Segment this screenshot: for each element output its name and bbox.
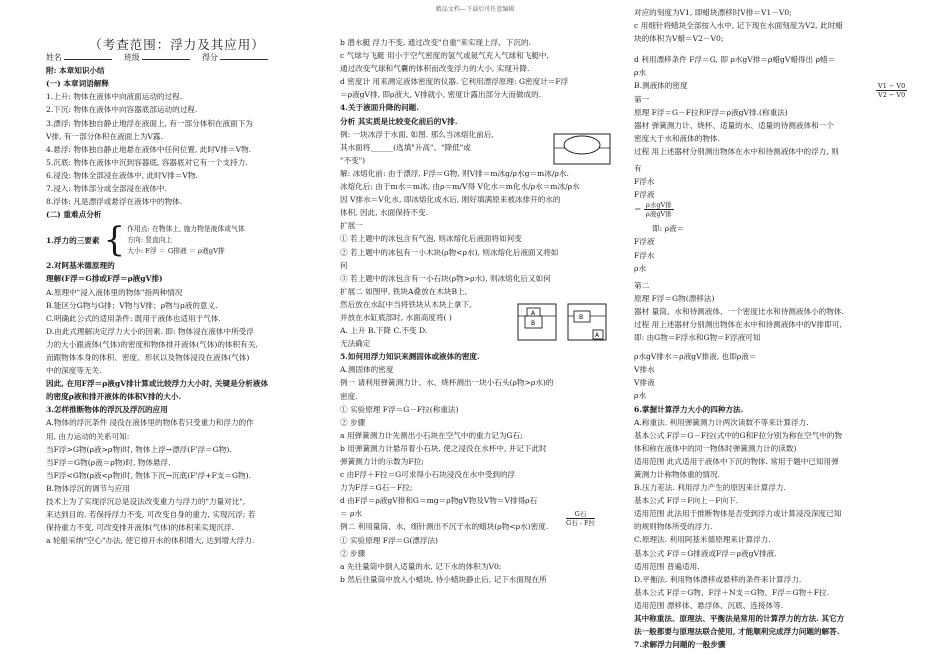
c1-line: 的密度ρ液和排开液体的体积V排的大小. [46,392,182,402]
c2-line: a 先往量筒中倒入适量的水, 记下水的体积为V0; [340,561,502,571]
buoyancy-three-elements [46,220,308,261]
c2-line: 扩展一 [340,221,363,231]
tank-figure-1 [516,302,558,342]
c3-line: 过程 用上述器材分别测出物体在水中和待测液体中的V排即可, [634,319,842,329]
c3-line: D.平衡法. 利用物体漂移或悬移的条件来计算浮力. [634,574,802,584]
rho-stone-fraction [566,510,595,527]
c3-line: C.原理法. 利用阿基米德原理来计算浮力. [634,535,771,545]
c3-line: 适用范围 此法用于推断物体是否受到浮力或计算浸没深度已知 [634,509,842,519]
c1-line: 3.漂浮: 物体独自静止地浮在液面上, 有一部分体积在液面下为 [46,118,253,128]
name-fields [46,51,308,64]
c3-line: 过程 用上述器材分别测出物体在水中和待测液体中的浮力, 则 [634,146,839,156]
c2-line: 例一 请利用弹簧测力计、水、烧杯测出一块小石头(ρ物>ρ水)的 [340,378,554,388]
c2-line: 何 [340,260,348,270]
c3-line [634,162,926,175]
c3-line: 基本公式 F浮＝G－F拉(式中的G和F拉分别为称在空气中的物 [634,430,842,440]
fraction-denominator: F浮水 [634,250,655,260]
c2-line: 例二 利用量筒、水、细针测出不沉于水的蜡块(ρ物<ρ水)密度. [340,522,549,532]
c1-line: 当F浮>G物(ρ液>ρ物)时, 物体上浮→漂浮(F'浮＝G物). [46,444,232,454]
c2-line: 因 V排水＝V化水, 即冰熔化成水后, 刚好填满原来被冰排开的水的 [340,195,561,205]
c3-line: 器材 弹簧测力计、烧杯、适量的水、适量的待测液体和一个 [634,120,834,130]
tank-b-label: B [531,320,536,327]
c2-line: 然后放在水缸中当将铁块从木块上拿下, [340,299,472,309]
c1-line: 2.下沉: 物体在液体中向容器底部运动的过程. [46,105,198,115]
c2-line: 其水面将______(选填"升高"、"降低"或 [340,142,471,152]
c2-line: c 由F浮＋F拉＝G可求得小石块浸没在水中受到的浮 [340,470,516,480]
brace-label: 1.浮力的三要素 [46,235,100,245]
c2-line: c 气球与飞艇 用小于空气密度的氢气或氦气充入气球和飞艇中, [340,51,549,61]
c1-line: 4.悬浮: 物体独自静止地悬在液体中任何位置, 此时V排＝V物. [46,144,252,154]
brace-line: 方向: 竖直向上 [127,235,173,244]
c3-line: 法一般都要与原理法联合使用, 才能顺利完成浮力问题的解答. [634,627,840,637]
c3-inline: 即: ρ液＝ [652,224,685,234]
c2-line: 无法确定 [340,339,371,349]
tank2-a-label: A [595,332,600,339]
c2-line: b 用弹簧测力计悬吊着小石块, 使之浸没在水杯中, 并记下此时 [340,443,547,453]
c1-line: D.由此式理解决定浮力大小的因素. 即: 物体浸在液体中所受浮 [46,326,254,336]
fraction-denominator: G石 - F拉 [566,519,596,527]
c3-line: 密度大于水和液体的物体. [634,133,720,143]
c1-line: 力的大小跟液体(气体)的密度和物体排开液体(气体)的体积有关, [46,339,258,349]
c1-line: 当F浮＝G物(ρ液＝ρ物)时, 物体悬浮. [46,457,171,467]
c3-line: 基本公式 F浮＝G排液或F浮＝ρ液gV排液. [634,548,777,558]
c1-line: 2.对阿基米德原理的 [46,261,115,271]
c3-line: 其中称重法、原理法、平衡法是常用的计算浮力的方法. 其它方 [634,614,845,624]
c3-line: A.称重法. 利用弹簧测力计两次读数不等来计算浮力. [634,417,809,427]
c2-line: A. 上升 B.下降 C.不变 D. [340,326,428,336]
brace-items [127,224,245,257]
c3-line: d 利用漂移条件 F浮＝G, 即 ρ水gV排＝ρ蜡gV蜡得出 ρ蜡＝ [634,55,836,65]
c2-line: d 由F浮＝ρ液gV排和G＝mg＝ρ物gV物及V物＝V排得ρ石 [340,496,538,506]
c1-line: B.能区分G物与G排；V物与V排；ρ物与ρ液的意义. [46,300,218,310]
c3-line: 原理 F浮＝G－F拉和F浮＝ρ液gV排.(称重法) [634,107,788,117]
c1-line: 7.浸入: 物体部分或全部浸在液体中. [46,184,167,194]
fraction-tail: ρ水 [634,391,647,401]
ice-block [564,136,600,154]
c2-line: a 用弹簧测力计先测出小石块在空气中的重力记为G石; [340,430,523,440]
c3-line [634,222,926,235]
fraction-denominator: V2 − V0 [878,91,906,99]
c1-line: 而跟物体本身的体积、密度、形状以及物体浸没在液体(气体) [46,352,250,362]
class-label: 班级 [124,53,140,63]
c3-line: 适用范围 普遍适用. [634,561,700,571]
c1-line: 5.沉底: 物体在液体中沉到容器底, 容器底对它有一个支持力. [46,157,248,167]
c2-line: 力为F浮＝G石－F拉; [340,483,413,493]
c2-line: 弹簧测力计的示数为F拉; [340,457,424,466]
c3-line: 第一 [634,94,650,104]
name-label: 姓名 [46,53,62,63]
c3-line: 对应的刻度为V1, 即蜡块漂移时V排＝V1－V0; [634,8,792,17]
c2-line: 4.关于液面升降的问题. [340,103,419,113]
c1-line: C.明确此公式的适用条件: 既用于液体也适用于气体. [46,313,221,323]
c3-line: 即: 由G物＝F浮水和G物＝F浮液可知 [634,333,761,343]
fraction-numerator: ρ水gV排 [646,201,672,210]
c2-line: 5.如何用浮力知识来测固体或液体的密度. [340,352,480,362]
brace-line: 作用点: 在物体上, 施力物是液体或气体 [127,224,245,233]
c2-line: ＝ρ液gV排, 即ρ液大, V排就小, 密度计露出部分大而做成的. [340,90,542,100]
c2-line: 解: 冰熔化前: 由于漂浮, F浮＝G物, 则V排＝m冰g/ρ水g＝m冰/ρ水. [340,168,569,178]
c2-line: ① 若上题中的冰包含有气泡, 则冰熔化后液面将如何变 [340,234,522,244]
fraction-numerator: F浮水 [634,177,655,187]
fraction-denominator: F浮液 [634,190,655,200]
c2-line: ① 实验原理 F浮＝G－F拉(称重法) [340,404,459,414]
c1-line: B.物体浮沉的调节与应用 [46,483,130,493]
column-3: 对应的刻度为V1, 即蜡块漂移时V排＝V1－V0; c 用细针将蜡块全部按入水中, 记下现在水面刻度为V2, 此时蜡 块的体积为V蜡＝V2－V0; d 利用漂移条件 F浮＝G, 即 ρ水gV排＝ρ蜡gV蜡得出 ρ蜡＝ ρ水 B.测液体的密度 第一 原理 F浮＝G－F拉和F浮＝ρ液gV排.(称重法) 器材 弹簧测力计、烧杯、适量的水、适量的待测液体和一个 密度大于水和液体的物体. 过程 用上述器材分别测出物体在水中和待测液体中的浮力, 则 有 F浮水 F浮液 ＝ $\frac{\text{ρ水gV排}}{\text{ρ液gV排}}$ 即: ρ液＝ F浮液 F浮水 ρ水 第二 原理 F浮＝G物(漂移法) 器材 量筒、水和待测液体、一个密度比水和待测液体小的物体. 过程 用上述器材分别测出物体在水中和待测液体中的V排即可, 即: 由G物＝F浮水和G物＝F浮液可知 ρ水gV排水＝ρ液gV排液, 也即ρ液＝ V排水 V排液 ρ水 6.掌握计算浮力大小的四种方法. A.称重法. 利用弹簧测力计两次读数不等来计算浮力. 基本公式 F浮＝G－F拉(式中的G和F拉分别为称在空气中的物 体和称在液体中的同一物体时弹簧测力计的读数) 适用范围 此式适用于液体中下沉的物体. 常用于题中已知用弹 簧测力计称物体重的情况. B.压力差法. 利用浮力产生的原因来计算浮力. 基本公式 F浮＝F向上－F向下. 适用范围 此法用于推断物体是否受到浮力或计算浸没深度已知 的规则物体所受的浮力. C.原理法. 利用阿基米德原理来计算浮力. 基本公式 F浮＝G排液或F浮＝ρ液gV排液. 适用范围 普遍适用. D.平衡法. 利用物体漂移或悬移的条件来计算浮力. 基本公式 F浮＝G物、F浮＋N支＝G物、F浮＝G物＋F拉. 适用范围 漂移体、悬浮体、沉底、连接体等. 其中称重法、原理法、平衡法是常用的计算浮力的方法. 其它方 法一般都要与原理法联合使用, 才能顺利完成浮力问题的解答. 7.求解浮力问题的一般步骤 [634,6,926,651]
c2-line: 冰熔化后: 由于m水＝m冰, 由ρ＝m/V得 V化水＝m化水/ρ水＝m冰/ρ水 [340,182,580,192]
c2-line: "不变") [340,155,366,165]
rho-wax-fraction [876,82,907,99]
c3-line: 的规则物体所受的浮力. [634,522,713,532]
c3-line: 7.求解浮力问题的一般步骤 [634,640,726,650]
name-blank[interactable] [64,59,112,60]
c2-line: 分析 其实质是比较变化前后的V排. [340,116,458,126]
c1-line: A.物体的浮沉条件 浸没在液体里的物体若只受重力和浮力的作 [46,418,254,428]
c3-line: c 用细针将蜡块全部按入水中, 记下现在水面刻度为V2, 此时蜡 [634,21,843,31]
c1-line: a 轮船采纳"空心"办法, 使它排开水的体积增大, 达到增大浮力. [46,536,255,546]
fraction-tail: ρ水 [634,263,647,273]
fraction-numerator: F浮液 [634,237,655,247]
c1-line: 8.浮体: 凡是漂浮或悬浮在液体中的物体. [46,197,183,207]
c3-line: B.测液体的密度 [634,81,688,91]
c3-line: ρ水 [634,68,647,78]
c3-line: 6.掌握计算浮力大小的四种方法. [634,404,744,414]
tank2-b-label: B [579,314,584,321]
c1-line: 附: 本章知识小结 [46,66,105,76]
c3-line: 适用范围 此式适用于液体中下沉的物体. 常用于题中已知用弹 [634,456,839,466]
c1-line: 6.浸没: 物体全部浸在液体中, 此时V排＝V物. [46,170,198,180]
c1-line: 来达到目的. 若保持浮力不变, 可改变自身的重力, 实现沉浮; 若 [46,510,256,520]
c2-line: 通过改变气球和气囊的体积而改变浮力的大小, 实现升降. [340,64,530,74]
tank-figure-2 [566,302,608,342]
c1-line: 技术上为了实现浮沉总是设法改变重力与浮力的"力量对比", [46,497,246,506]
c1-line: 中的深度等无关. [46,366,102,376]
c1-line: A.原理中"浸入液体里的物体"指两种情况 [46,287,183,297]
header-note: 精品文档---下载后可任意编辑 [435,6,515,13]
c2-line: ② 若上题中的冰包有一小木块(ρ物<ρ水), 则冰熔化后液面又将如 [340,247,559,257]
c2-line: b 然后往量筒中放入小蜡块, 待小蜡块静止后, 记下水面现在所 [340,574,547,584]
column-1 [46,38,308,547]
c1-line: 1.上升: 物体在液体中向液面运动的过程. [46,92,183,102]
c3-line [634,350,926,363]
c2-line: 密度. [340,391,358,401]
c1-line: 保持重力不变, 可改变排开液体(气体)的体积来实现沉浮. [46,523,234,533]
c2-line: ＝ ρ水 [340,509,363,519]
ratio-right-fraction [644,201,674,218]
c1-line: 3.怎样推断物体的浮沉及浮沉的应用 [46,405,168,415]
ice-floating-figure [552,128,612,166]
tank-a-label: A [531,310,536,317]
c1-line: (一) 本章词语解释 [46,79,109,89]
score-label: 得分 [202,53,218,63]
fraction-numerator: V1 − V0 [878,82,906,90]
c2-line: ② 步骤 [340,548,366,558]
c3-line: 体和称在液体中的同一物体时弹簧测力计的读数) [634,443,797,453]
c1-line: 因此, 在用F浮＝ρ液gV排计算或比较浮力大小时, 关键是分析液体 [46,379,269,389]
class-blank[interactable] [142,59,190,60]
c1-line: 理解(F浮＝G排或F浮＝ρ液gV排) [46,274,163,284]
c1-line: 当F浮<G物(ρ液<ρ物)时, 物体下沉→沉底(F'浮+F支＝G物). [46,470,251,480]
c3-line: 第二 [634,280,650,290]
c3-line: 基本公式 F浮＝G物、F浮＋N支＝G物、F浮＝G物＋F拉. [634,587,830,597]
c2-line: 体积, 因此, 水面保持不变. [340,208,429,218]
c1-line: 用, 由力运动的关系可知: [46,431,130,441]
c2-line: A.测固体的密度 [340,365,394,375]
c2-line: 例: 一块冰浮于水面, 如图. 那么当冰熔化前后, [340,129,494,139]
c1-line: V排, 有一部分体积在液面上为V露. [46,131,163,141]
c3-line: B.压力差法. 利用浮力产生的原因来计算浮力. [634,483,786,493]
c2-line: b 潜水艇 浮力不变, 通过改变"自重"来实现上浮、下沉的. [340,38,531,47]
c2-line: ② 步骤 [340,417,366,427]
c2-line: ③ 若上题中的冰包含有一小石块(ρ物>ρ水), 则冰熔化后又如何 [340,273,551,283]
c3-inline: 有 [634,164,642,174]
brace-icon: { [103,220,126,261]
page-title: （考查范围：浮力及其应用） [89,38,265,52]
c3-line: 簧测力计称物体重的情况. [634,470,720,479]
c3-line: 适用范围 漂移体、悬浮体、沉底、连接体等. [634,600,784,610]
fraction-numerator: V排水 [634,365,655,375]
score-blank[interactable] [220,59,268,60]
c3-line: 块的体积为V蜡＝V2－V0; [634,34,724,44]
c3-line: 基本公式 F浮＝F向上－F向下. [634,496,739,506]
fraction-numerator: G石 [566,510,595,519]
c2-line: ① 实验原理 F浮＝G(漂浮法) [340,535,439,545]
brace-line: 大小: F浮 ＝ G排液 ＝ ρ液gV排 [127,246,225,255]
c2-line: 并放在水缸底部时, 水面高度将( ) [340,312,452,322]
c2-line: d 密度计 用来测定液体密度的仪器. 它利用漂浮原理: G密度计＝F浮 [340,77,569,87]
fraction-denominator: ρ液gV排 [646,210,672,219]
fraction-denominator: V排液 [634,378,655,388]
c1-line: (二) 重难点分析 [46,210,102,220]
c3-line: 器材 量筒、水和待测液体、一个密度比水和待测液体小的物体. [634,306,844,316]
c3-line: 原理 F浮＝G物(漂移法) [634,293,715,303]
c3-inline: ρ水gV排水＝ρ液gV排液, 也即ρ液＝ [634,352,757,362]
c2-line: 扩展二 如图甲, 铁块A叠放在木块B上, [340,286,468,296]
